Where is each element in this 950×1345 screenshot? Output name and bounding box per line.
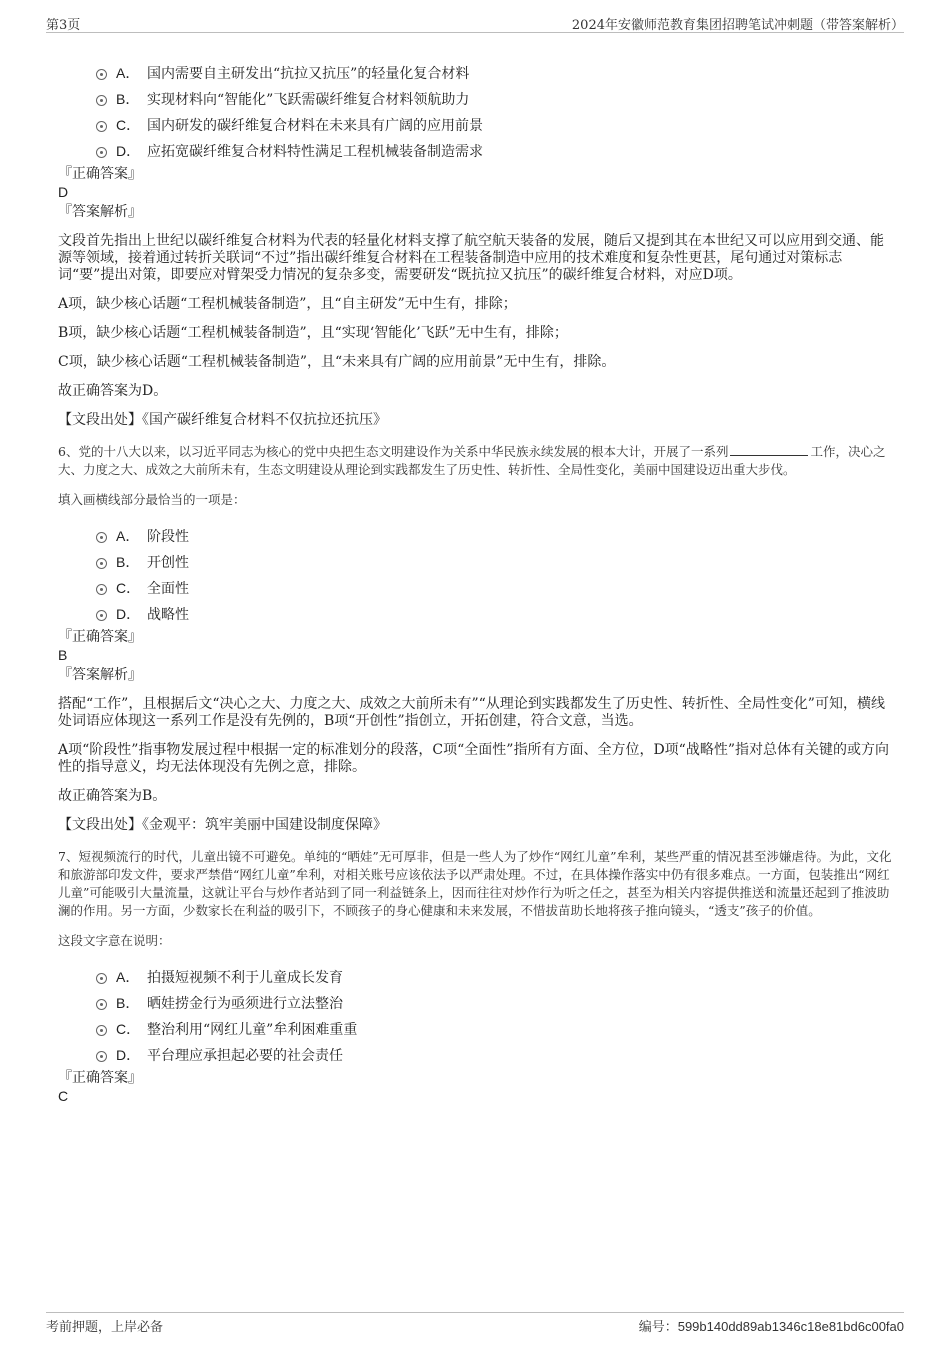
q6-prompt: 填入画横线部分最恰当的一项是： [58, 492, 246, 507]
radio-icon[interactable] [96, 532, 107, 543]
q7-option-d[interactable] [96, 1042, 893, 1068]
radio-icon[interactable] [96, 973, 107, 984]
q6-analysis-main: 搭配“工作”，且根据后文“决心之大、力度之大、成效之大前所未有”“从理论到实践都发生了历史性、转折性、全局性变化”可知，横线处词语应体现这一系列工作是没有先例的，B项“开创性”指创立，开拓创建，符合文意，当选。 [58, 696, 885, 729]
radio-icon[interactable] [96, 1025, 107, 1036]
option-text: 全面性 [147, 581, 189, 597]
correct-answer-label: 『正确答案』 [58, 1070, 142, 1086]
option-text: 整治利用“网红儿童”牟利困难重重 [147, 1022, 358, 1038]
option-text: 拍摄短视频不利于儿童成长发育 [147, 970, 343, 986]
q6-source: 【文段出处】《金观平：筑牢美丽中国建设制度保障》 [58, 817, 387, 833]
radio-icon[interactable] [96, 1051, 107, 1062]
radio-icon[interactable] [96, 584, 107, 595]
radio-icon[interactable] [96, 558, 107, 569]
q6-option-d[interactable] [96, 601, 893, 627]
option-letter: C． [116, 1021, 141, 1037]
q5-conclusion: 故正确答案为D。 [58, 383, 168, 399]
q6-option-a[interactable] [96, 523, 893, 549]
document-code [639, 1316, 904, 1335]
q6-conclusion: 故正确答案为B。 [58, 788, 167, 804]
q5-analysis-main: 文段首先指出上世纪以碳纤维复合材料为代表的轻量化材料支撑了航空航天装备的发展，随后又提到其在本世纪又可以应用到交通、能源等领域，接着通过转折关联词“不过”指出碳纤维复合材料在工程装备制造中应用的技术难度和复杂性更甚，尾句通过对策标志词“要”提出对策，即要应对臂架受力情况的复杂多变，需要研发“既抗拉又抗压”的碳纤维复合材料，对应D项。 [58, 233, 884, 283]
option-text: 国内需要自主研发出“抗拉又抗压”的轻量化复合材料 [147, 66, 470, 82]
option-text: 实现材料向“智能化”飞跃需碳纤维复合材料领航助力 [147, 92, 470, 108]
option-letter: B． [116, 91, 140, 107]
option-letter: C． [116, 580, 141, 596]
option-text: 平台理应承担起必要的社会责任 [147, 1048, 343, 1064]
page-header [46, 14, 904, 33]
option-letter: A． [116, 969, 140, 985]
radio-icon[interactable] [96, 999, 107, 1010]
q7-stem: 7、短视频流行的时代，儿童出镜不可避免。单纯的“晒娃”无可厚非，但是一些人为了炒作“网红儿童”牟利，某些严重的情况甚至涉嫌虐待。为此，文化和旅游部印发文件，要求严禁借“网红儿童”牟利，对相关账号应该依法予以严肃处理。不过，在具体操作落实中仍有很多难点。一方面，包装推出“网红儿童”可能吸引大量流量，这就让平台与炒作者站到了同一利益链条上，因而往往对炒作行为听之任之，甚至为相关内容提供推送和流量还起到了推波助澜的作用。另一方面，少数家长在利益的吸引下，不顾孩子的身心健康和未来发展，不惜拔苗助长地将孩子推向镜头，“透支”孩子的价值。 [58, 849, 892, 918]
radio-icon[interactable] [96, 121, 107, 132]
q7-option-c[interactable] [96, 1016, 893, 1042]
q5-option-d[interactable] [96, 138, 893, 164]
option-letter: A． [116, 65, 140, 81]
q7-options [96, 964, 893, 1068]
radio-icon[interactable] [96, 147, 107, 158]
option-letter: C． [116, 117, 141, 133]
q6-stem [58, 443, 893, 479]
radio-icon[interactable] [96, 69, 107, 80]
q5-analysis-b: B项，缺少核心话题“工程机械装备制造”，且“实现‘智能化’飞跃”无中生有，排除； [58, 325, 568, 341]
q5-source: 【文段出处】《国产碳纤维复合材料不仅抗拉还抗压》 [58, 412, 387, 428]
option-text: 应拓宽碳纤维复合材料特性满足工程机械装备制造需求 [147, 144, 483, 160]
q6-options [96, 523, 893, 627]
q7-option-a[interactable] [96, 964, 893, 990]
q6-stem-before: 6、党的十八大以来，以习近平同志为核心的党中央把生态文明建设作为关系中华民族永续发展的根本大计，开展了一系列 [58, 444, 729, 459]
q7-answer: C [58, 1088, 69, 1104]
fill-blank [730, 443, 808, 456]
q5-options [96, 60, 893, 164]
footer-slogan: 考前押题，上岸必备 [46, 1320, 164, 1335]
q5-option-c[interactable] [96, 112, 893, 138]
page-number: 第3页 [46, 18, 81, 33]
correct-answer-label: 『正确答案』 [58, 166, 142, 182]
q6-option-b[interactable] [96, 549, 893, 575]
q5-option-a[interactable] [96, 60, 893, 86]
q7-prompt: 这段文字意在说明： [58, 933, 171, 948]
code-value: 599b140dd89ab1346c18e81bd6c00fa0 [677, 1319, 904, 1334]
analysis-label: 『答案解析』 [58, 667, 142, 683]
option-text: 战略性 [147, 607, 189, 623]
q5-option-b[interactable] [96, 86, 893, 112]
q6-answer: B [58, 647, 68, 663]
option-text: 阶段性 [147, 529, 189, 545]
code-label: 编号： [638, 1320, 678, 1335]
analysis-label: 『答案解析』 [58, 204, 142, 220]
page-content [58, 60, 893, 1106]
radio-icon[interactable] [96, 610, 107, 621]
q6-stem-after: 工作，决心之大、力度之大、成效之大前所未有，生态文明建设从理论到实践都发生了历史性、转折性、全局性变化，美丽中国建设迈出重大步伐。 [58, 444, 886, 477]
page-footer [46, 1312, 904, 1335]
document-title: 2024年安徽师范教育集团招聘笔试冲刺题（带答案解析） [571, 18, 904, 33]
option-letter: D． [116, 1047, 141, 1063]
q5-analysis-c: C项，缺少核心话题“工程机械装备制造”，且“未来具有广阔的应用前景”无中生有，排除。 [58, 354, 616, 370]
option-letter: D． [116, 143, 141, 159]
radio-icon[interactable] [96, 95, 107, 106]
option-letter: A． [116, 528, 140, 544]
option-text: 晒娃捞金行为亟须进行立法整治 [147, 996, 343, 1012]
option-letter: D． [116, 606, 141, 622]
q6-option-c[interactable] [96, 575, 893, 601]
q6-analysis-others: A项“阶段性”指事物发展过程中根据一定的标准划分的段落，C项“全面性”指所有方面、全方位，D项“战略性”指对总体有关键的或方向性的指导意义，均无法体现没有先例之意，排除。 [58, 742, 889, 775]
option-letter: B． [116, 995, 140, 1011]
option-text: 国内研发的碳纤维复合材料在未来具有广阔的应用前景 [147, 118, 483, 134]
correct-answer-label: 『正确答案』 [58, 629, 142, 645]
q7-option-b[interactable] [96, 990, 893, 1016]
q5-analysis-a: A项，缺少核心话题“工程机械装备制造”，且“自主研发”无中生有，排除； [58, 296, 517, 312]
option-letter: B． [116, 554, 140, 570]
q5-answer: D [58, 184, 69, 200]
option-text: 开创性 [147, 555, 189, 571]
